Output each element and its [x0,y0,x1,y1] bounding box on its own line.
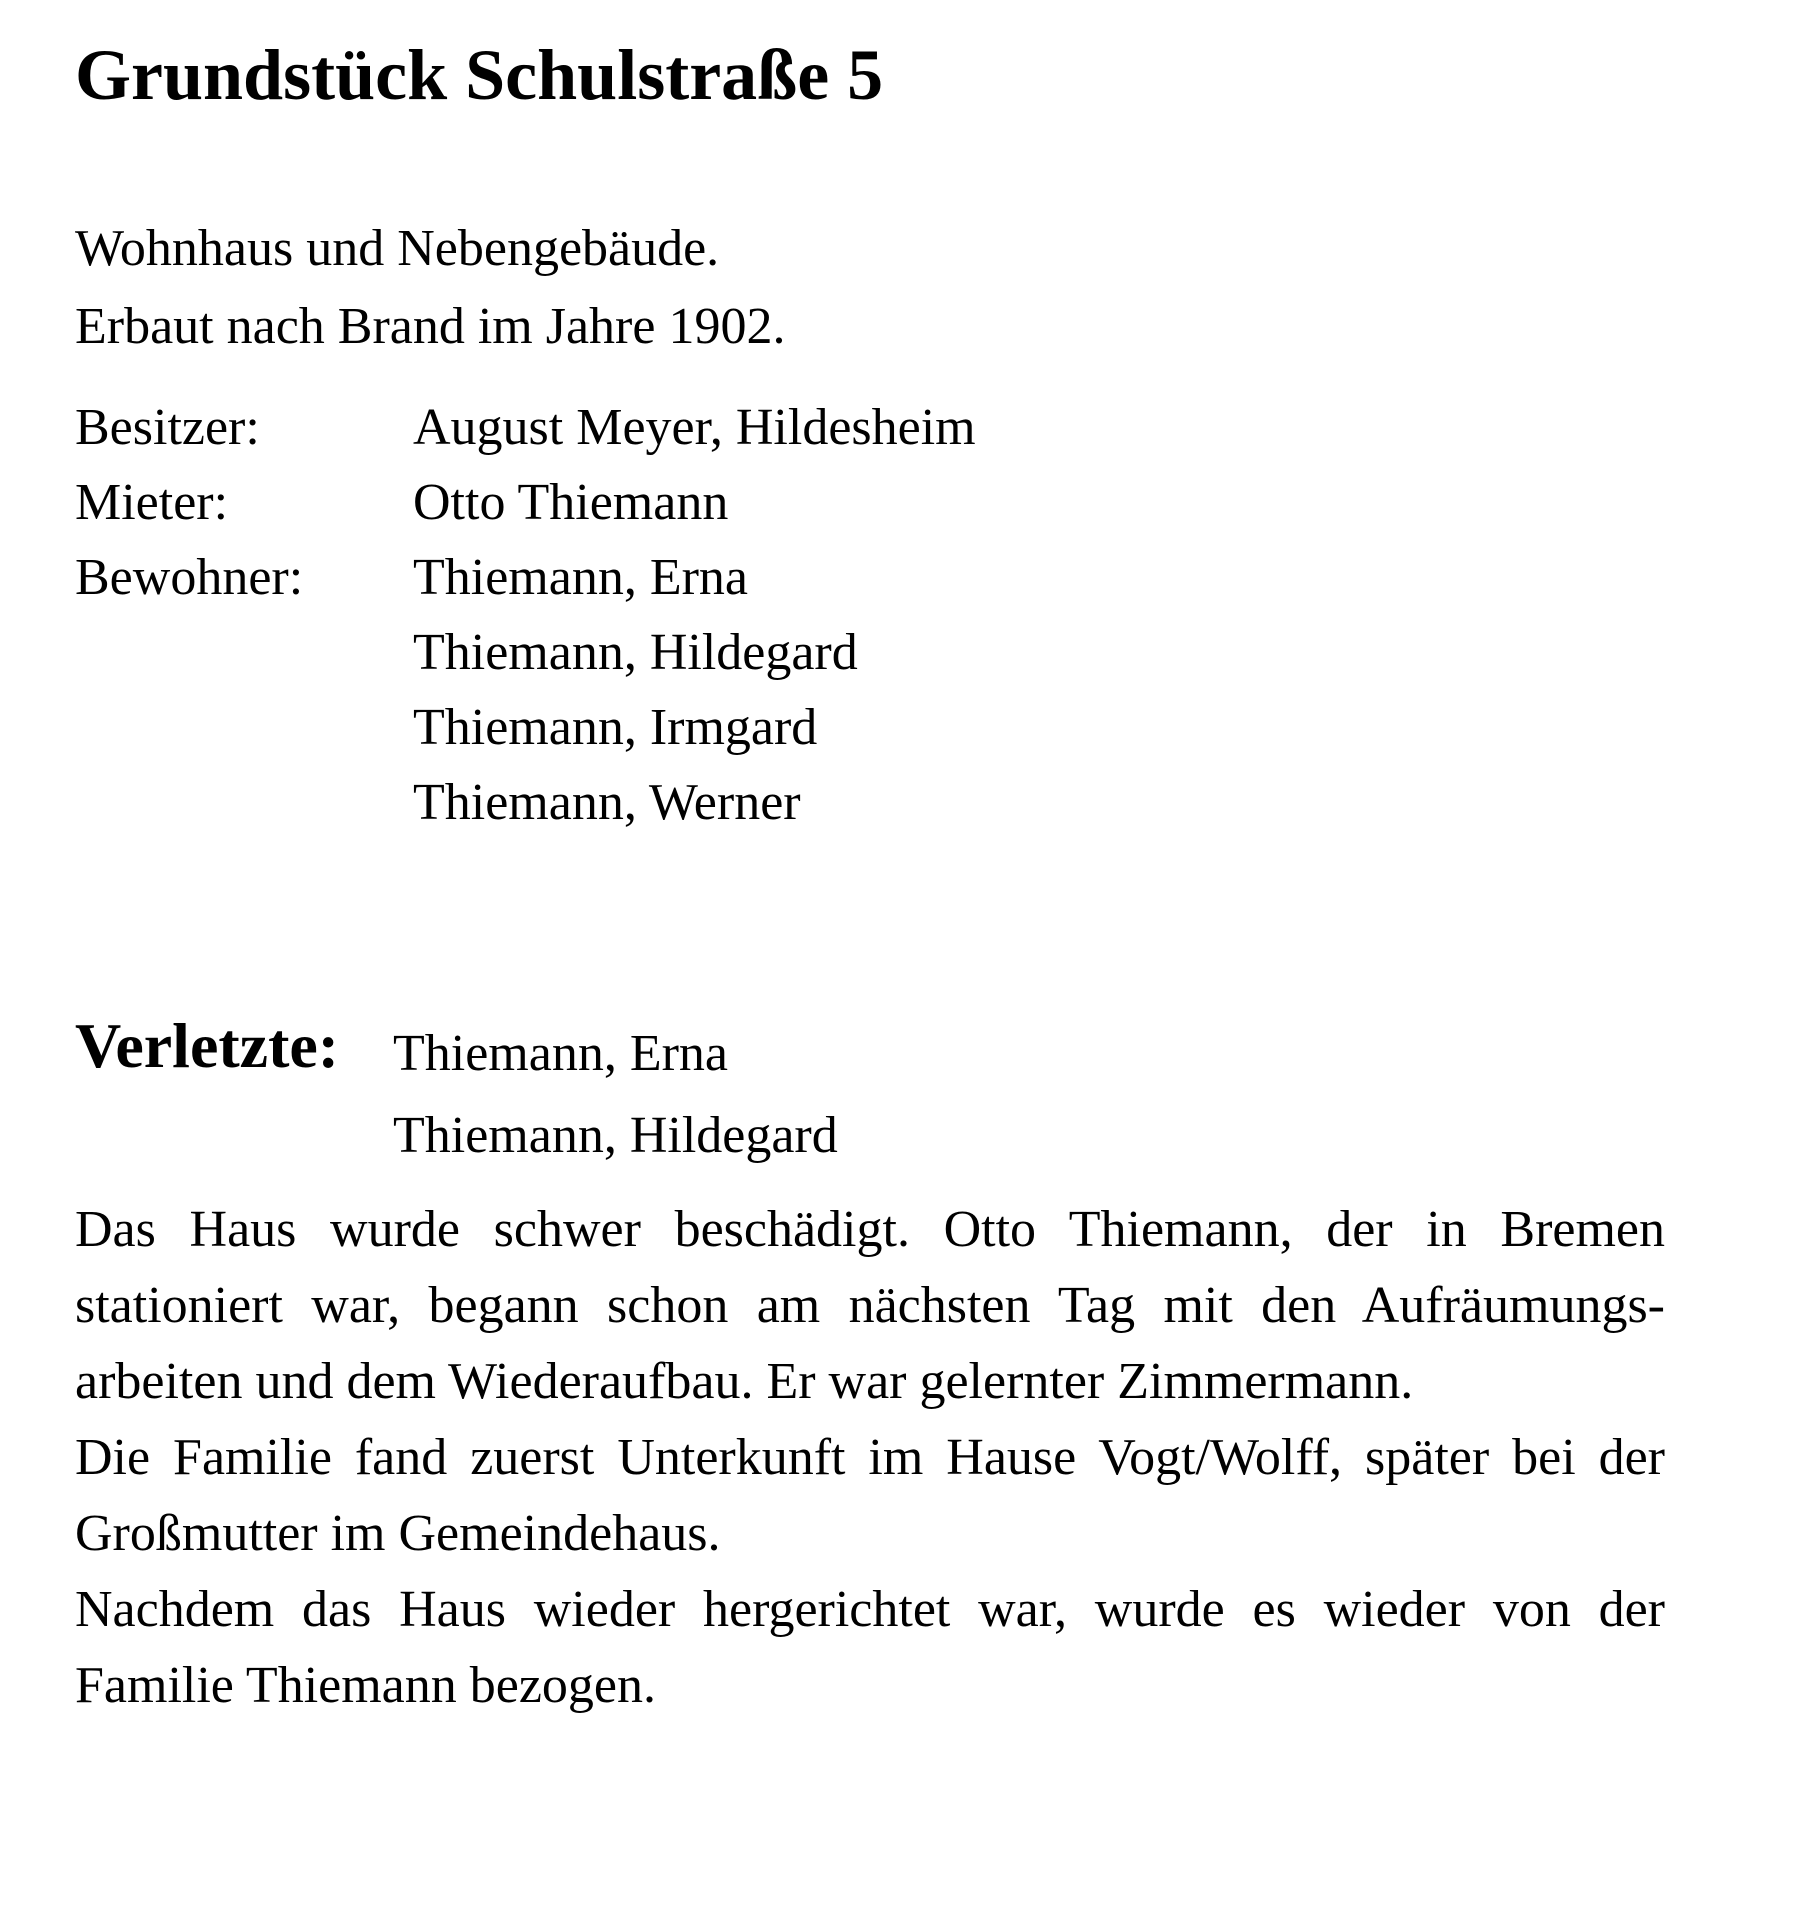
persons-value: Thiemann, Hildegard [413,624,858,681]
report-paragraph: Das Haus wurde schwer beschädigt. Otto Thiemann, der in Bremen stationiert war, begann schon am nächsten Tag mit den Aufräumungs-arbeiten und dem Wiederaufbau. Er war gelernter Zimmermann. [75,1201,1665,1410]
persons-value: August Meyer, Hildesheim [413,399,976,456]
report-paragraph: Nachdem das Haus wieder hergerichtet war, wurde es wieder von der Familie Thiemann bezogen. [75,1581,1665,1714]
injured-names [393,1013,838,1177]
injured-name: Thiemann, Hildegard [393,1107,838,1164]
injured-name: Thiemann, Erna [393,1025,728,1082]
building-history: Erbaut nach Brand im Jahre 1902. [75,298,786,355]
persons-label: Bewohner: [75,549,304,606]
persons-value: Otto Thiemann [413,474,729,531]
building-type: Wohnhaus und Nebengebäude. [75,220,720,277]
persons-value: Thiemann, Werner [413,774,801,831]
persons-label: Besitzer: [75,399,260,456]
persons-value: Thiemann, Irmgard [413,699,818,756]
report-text [75,1192,1665,1724]
report-paragraph: Die Familie fand zuerst Unterkunft im Hause Vogt/Wolff, später bei der Großmutter im Gemeindehaus. [75,1429,1665,1562]
persons-value: Thiemann, Erna [413,549,748,606]
persons-label: Mieter: [75,474,229,531]
injured-label: Verletzte: [75,1010,340,1081]
page-title: Grundstück Schulstraße 5 [75,35,884,115]
building-description [75,210,785,366]
